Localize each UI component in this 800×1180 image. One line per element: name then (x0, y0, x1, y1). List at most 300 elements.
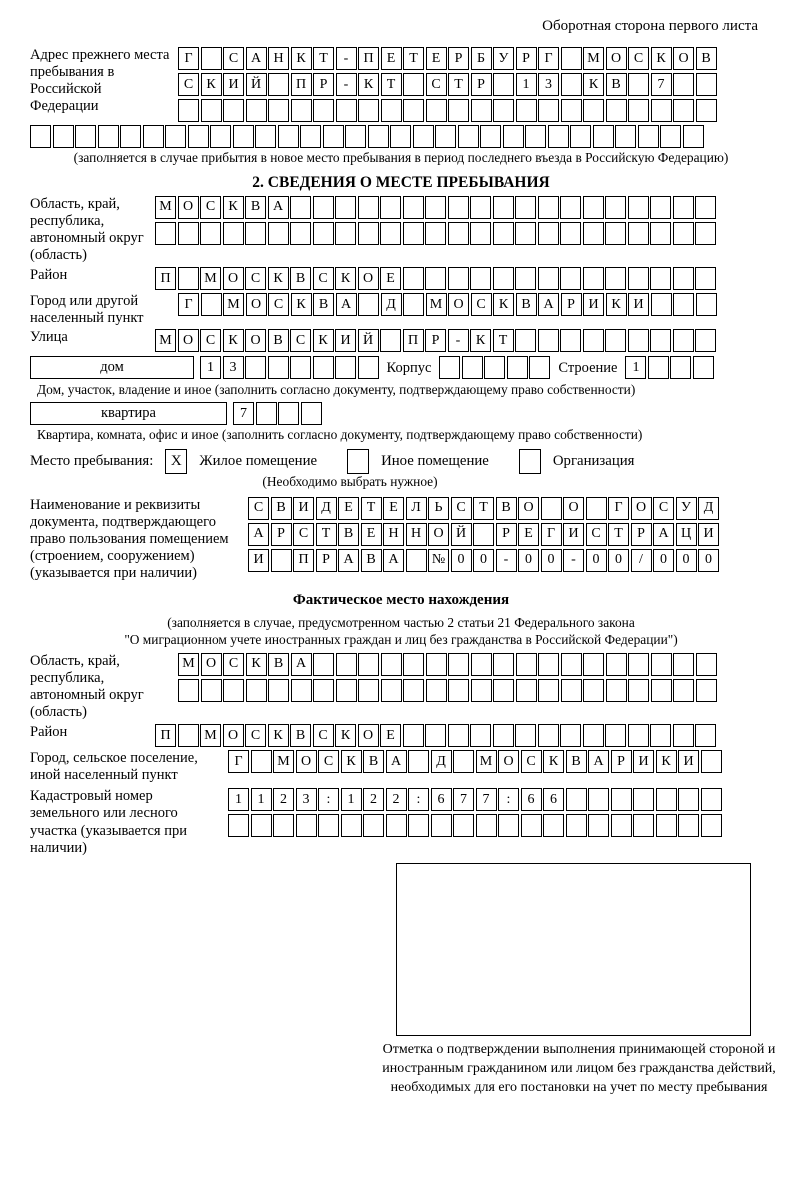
char-cell[interactable] (425, 196, 446, 219)
char-cell[interactable]: В (245, 196, 266, 219)
char-cell[interactable]: К (470, 329, 491, 352)
char-cell[interactable] (245, 356, 266, 379)
char-cell[interactable] (515, 196, 536, 219)
char-cell[interactable] (178, 99, 199, 122)
char-cell[interactable]: Л (406, 497, 427, 520)
char-cell[interactable] (516, 679, 537, 702)
char-cell[interactable] (273, 814, 294, 837)
char-cell[interactable] (448, 267, 469, 290)
char-cell[interactable]: Й (358, 329, 379, 352)
char-cell[interactable] (583, 724, 604, 747)
char-cell[interactable] (498, 814, 519, 837)
char-cell[interactable]: С (653, 497, 674, 520)
char-cell[interactable]: В (361, 549, 382, 572)
char-cell[interactable] (363, 814, 384, 837)
char-cell[interactable] (566, 788, 587, 811)
char-cell[interactable] (484, 356, 505, 379)
char-cell[interactable] (633, 814, 654, 837)
char-cell[interactable] (566, 814, 587, 837)
char-cell[interactable] (313, 653, 334, 676)
char-cell[interactable] (470, 724, 491, 747)
char-cell[interactable] (633, 788, 654, 811)
char-cell[interactable] (493, 196, 514, 219)
char-cell[interactable] (593, 125, 614, 148)
char-cell[interactable] (605, 196, 626, 219)
char-cell[interactable]: И (223, 73, 244, 96)
char-cell[interactable] (30, 125, 51, 148)
char-cell[interactable] (268, 356, 289, 379)
char-cell[interactable] (628, 329, 649, 352)
char-cell[interactable]: С (248, 497, 269, 520)
char-cell[interactable] (358, 293, 379, 316)
char-cell[interactable] (638, 125, 659, 148)
char-cell[interactable] (695, 196, 716, 219)
char-cell[interactable]: В (290, 267, 311, 290)
char-cell[interactable] (290, 196, 311, 219)
char-cell[interactable] (403, 267, 424, 290)
char-cell[interactable] (268, 73, 289, 96)
char-cell[interactable] (470, 222, 491, 245)
char-cell[interactable]: С (628, 47, 649, 70)
char-cell[interactable] (425, 222, 446, 245)
char-cell[interactable] (53, 125, 74, 148)
char-cell[interactable] (313, 196, 334, 219)
char-cell[interactable]: Е (518, 523, 539, 546)
char-cell[interactable]: П (291, 73, 312, 96)
char-cell[interactable] (336, 99, 357, 122)
char-cell[interactable] (223, 679, 244, 702)
char-cell[interactable]: И (335, 329, 356, 352)
char-cell[interactable]: П (293, 549, 314, 572)
char-cell[interactable]: Г (608, 497, 629, 520)
char-cell[interactable]: С (521, 750, 542, 773)
char-cell[interactable] (296, 814, 317, 837)
char-cell[interactable] (251, 750, 272, 773)
char-cell[interactable] (493, 222, 514, 245)
char-cell[interactable]: К (223, 196, 244, 219)
char-cell[interactable]: Т (403, 47, 424, 70)
char-cell[interactable]: : (498, 788, 519, 811)
char-cell[interactable] (358, 356, 379, 379)
char-cell[interactable]: Ц (676, 523, 697, 546)
char-cell[interactable]: В (268, 653, 289, 676)
char-cell[interactable] (448, 222, 469, 245)
char-cell[interactable] (538, 267, 559, 290)
char-cell[interactable] (538, 653, 559, 676)
char-cell[interactable] (588, 788, 609, 811)
char-cell[interactable] (583, 267, 604, 290)
char-cell[interactable]: А (246, 47, 267, 70)
char-cell[interactable]: А (268, 196, 289, 219)
char-cell[interactable] (381, 99, 402, 122)
char-cell[interactable] (673, 293, 694, 316)
char-cell[interactable]: Н (383, 523, 404, 546)
char-cell[interactable]: О (178, 196, 199, 219)
char-cell[interactable] (583, 196, 604, 219)
char-cell[interactable]: М (583, 47, 604, 70)
char-cell[interactable] (673, 73, 694, 96)
char-cell[interactable] (178, 222, 199, 245)
char-cell[interactable] (696, 679, 717, 702)
char-cell[interactable] (453, 750, 474, 773)
char-cell[interactable]: О (673, 47, 694, 70)
char-cell[interactable]: К (651, 47, 672, 70)
char-cell[interactable]: П (358, 47, 379, 70)
char-cell[interactable]: И (698, 523, 719, 546)
char-cell[interactable] (313, 99, 334, 122)
char-cell[interactable]: Ь (428, 497, 449, 520)
char-cell[interactable] (178, 724, 199, 747)
checkbox-residential[interactable]: X (165, 449, 187, 474)
char-cell[interactable]: 0 (608, 549, 629, 572)
char-cell[interactable] (210, 125, 231, 148)
char-cell[interactable] (515, 329, 536, 352)
char-cell[interactable]: Й (246, 73, 267, 96)
char-cell[interactable] (615, 125, 636, 148)
char-cell[interactable] (648, 356, 669, 379)
char-cell[interactable] (246, 679, 267, 702)
char-cell[interactable]: О (358, 724, 379, 747)
char-cell[interactable]: Б (471, 47, 492, 70)
char-cell[interactable]: Е (381, 47, 402, 70)
char-cell[interactable]: Т (448, 73, 469, 96)
char-cell[interactable]: И (678, 750, 699, 773)
char-cell[interactable] (493, 73, 514, 96)
char-cell[interactable]: Т (493, 329, 514, 352)
char-cell[interactable]: О (428, 523, 449, 546)
char-cell[interactable]: И (633, 750, 654, 773)
char-cell[interactable]: К (223, 329, 244, 352)
char-cell[interactable] (673, 267, 694, 290)
char-cell[interactable] (425, 724, 446, 747)
char-cell[interactable] (341, 814, 362, 837)
char-cell[interactable] (448, 724, 469, 747)
char-cell[interactable]: 1 (625, 356, 646, 379)
char-cell[interactable] (335, 356, 356, 379)
char-cell[interactable]: П (403, 329, 424, 352)
char-cell[interactable]: К (358, 73, 379, 96)
char-cell[interactable]: В (313, 293, 334, 316)
char-cell[interactable]: С (245, 724, 266, 747)
char-cell[interactable]: П (155, 724, 176, 747)
char-cell[interactable] (583, 222, 604, 245)
char-cell[interactable] (251, 814, 272, 837)
char-cell[interactable] (268, 679, 289, 702)
char-cell[interactable]: Т (473, 497, 494, 520)
char-cell[interactable]: № (428, 549, 449, 572)
char-cell[interactable]: 3 (538, 73, 559, 96)
char-cell[interactable] (651, 99, 672, 122)
char-cell[interactable] (701, 750, 722, 773)
char-cell[interactable] (386, 814, 407, 837)
char-cell[interactable]: С (471, 293, 492, 316)
char-cell[interactable]: П (155, 267, 176, 290)
char-cell[interactable]: Р (496, 523, 517, 546)
char-cell[interactable] (256, 402, 277, 425)
char-cell[interactable]: Р (271, 523, 292, 546)
char-cell[interactable]: Г (538, 47, 559, 70)
char-cell[interactable]: А (588, 750, 609, 773)
char-cell[interactable]: О (223, 267, 244, 290)
char-cell[interactable]: 6 (431, 788, 452, 811)
char-cell[interactable]: - (448, 329, 469, 352)
char-cell[interactable]: А (383, 549, 404, 572)
char-cell[interactable] (413, 125, 434, 148)
char-cell[interactable]: А (336, 293, 357, 316)
char-cell[interactable] (560, 724, 581, 747)
char-cell[interactable] (408, 750, 429, 773)
char-cell[interactable]: Д (431, 750, 452, 773)
char-cell[interactable]: К (335, 267, 356, 290)
char-cell[interactable] (670, 356, 691, 379)
char-cell[interactable] (588, 814, 609, 837)
char-cell[interactable]: М (155, 329, 176, 352)
char-cell[interactable] (358, 222, 379, 245)
char-cell[interactable]: О (245, 329, 266, 352)
checkbox-other-premises[interactable] (347, 449, 369, 474)
char-cell[interactable] (403, 99, 424, 122)
char-cell[interactable]: А (338, 549, 359, 572)
char-cell[interactable] (165, 125, 186, 148)
char-cell[interactable]: : (318, 788, 339, 811)
char-cell[interactable] (403, 73, 424, 96)
char-cell[interactable] (255, 125, 276, 148)
char-cell[interactable] (345, 125, 366, 148)
char-cell[interactable]: С (200, 196, 221, 219)
char-cell[interactable]: К (268, 267, 289, 290)
char-cell[interactable] (358, 196, 379, 219)
char-cell[interactable]: 1 (251, 788, 272, 811)
char-cell[interactable] (448, 679, 469, 702)
char-cell[interactable]: О (296, 750, 317, 773)
char-cell[interactable]: А (653, 523, 674, 546)
char-cell[interactable] (233, 125, 254, 148)
char-cell[interactable] (178, 679, 199, 702)
char-cell[interactable] (448, 99, 469, 122)
char-cell[interactable] (696, 653, 717, 676)
char-cell[interactable] (425, 267, 446, 290)
char-cell[interactable] (548, 125, 569, 148)
char-cell[interactable] (561, 679, 582, 702)
char-cell[interactable] (201, 679, 222, 702)
char-cell[interactable] (560, 267, 581, 290)
char-cell[interactable]: Е (380, 267, 401, 290)
char-cell[interactable]: О (448, 293, 469, 316)
char-cell[interactable]: 1 (200, 356, 221, 379)
char-cell[interactable] (560, 329, 581, 352)
char-cell[interactable] (290, 356, 311, 379)
char-cell[interactable] (453, 814, 474, 837)
char-cell[interactable] (606, 99, 627, 122)
char-cell[interactable] (200, 222, 221, 245)
char-cell[interactable] (228, 814, 249, 837)
char-cell[interactable] (403, 679, 424, 702)
char-cell[interactable]: В (516, 293, 537, 316)
char-cell[interactable] (403, 653, 424, 676)
char-cell[interactable] (471, 99, 492, 122)
char-cell[interactable] (628, 724, 649, 747)
char-cell[interactable]: С (290, 329, 311, 352)
char-cell[interactable]: С (313, 267, 334, 290)
char-cell[interactable] (521, 814, 542, 837)
char-cell[interactable]: В (268, 329, 289, 352)
char-cell[interactable] (313, 679, 334, 702)
char-cell[interactable] (358, 99, 379, 122)
char-cell[interactable] (403, 724, 424, 747)
char-cell[interactable] (406, 549, 427, 572)
char-cell[interactable] (695, 267, 716, 290)
char-cell[interactable] (403, 196, 424, 219)
char-cell[interactable] (318, 814, 339, 837)
char-cell[interactable] (300, 125, 321, 148)
char-cell[interactable] (561, 653, 582, 676)
char-cell[interactable]: К (291, 293, 312, 316)
char-cell[interactable]: А (386, 750, 407, 773)
char-cell[interactable]: С (426, 73, 447, 96)
char-cell[interactable] (426, 679, 447, 702)
char-cell[interactable] (628, 679, 649, 702)
char-cell[interactable] (701, 788, 722, 811)
char-cell[interactable] (701, 814, 722, 837)
char-cell[interactable]: С (223, 47, 244, 70)
char-cell[interactable]: К (583, 73, 604, 96)
char-cell[interactable]: К (201, 73, 222, 96)
char-cell[interactable]: - (496, 549, 517, 572)
char-cell[interactable]: О (606, 47, 627, 70)
char-cell[interactable]: О (223, 724, 244, 747)
char-cell[interactable]: - (563, 549, 584, 572)
char-cell[interactable]: 0 (676, 549, 697, 572)
char-cell[interactable]: Д (698, 497, 719, 520)
char-cell[interactable] (291, 679, 312, 702)
char-cell[interactable]: 7 (476, 788, 497, 811)
char-cell[interactable]: Д (316, 497, 337, 520)
char-cell[interactable]: И (583, 293, 604, 316)
char-cell[interactable] (336, 653, 357, 676)
char-cell[interactable] (493, 267, 514, 290)
char-cell[interactable]: С (451, 497, 472, 520)
char-cell[interactable]: Г (228, 750, 249, 773)
char-cell[interactable] (543, 814, 564, 837)
char-cell[interactable]: Н (406, 523, 427, 546)
char-cell[interactable]: : (408, 788, 429, 811)
char-cell[interactable] (476, 814, 497, 837)
char-cell[interactable] (245, 222, 266, 245)
char-cell[interactable] (458, 125, 479, 148)
char-cell[interactable]: О (631, 497, 652, 520)
char-cell[interactable] (448, 196, 469, 219)
char-cell[interactable]: Р (611, 750, 632, 773)
char-cell[interactable]: С (200, 329, 221, 352)
char-cell[interactable] (223, 99, 244, 122)
char-cell[interactable]: 3 (296, 788, 317, 811)
char-cell[interactable]: М (200, 724, 221, 747)
checkbox-organization[interactable] (519, 449, 541, 474)
char-cell[interactable]: Т (608, 523, 629, 546)
char-cell[interactable]: 3 (223, 356, 244, 379)
char-cell[interactable] (650, 196, 671, 219)
char-cell[interactable]: Р (471, 73, 492, 96)
char-cell[interactable] (693, 356, 714, 379)
char-cell[interactable] (538, 99, 559, 122)
char-cell[interactable] (323, 125, 344, 148)
char-cell[interactable]: А (291, 653, 312, 676)
char-cell[interactable]: М (155, 196, 176, 219)
char-cell[interactable] (656, 814, 677, 837)
char-cell[interactable]: У (493, 47, 514, 70)
char-cell[interactable]: - (336, 47, 357, 70)
char-cell[interactable] (605, 724, 626, 747)
char-cell[interactable] (493, 99, 514, 122)
char-cell[interactable] (516, 99, 537, 122)
char-cell[interactable]: И (293, 497, 314, 520)
char-cell[interactable]: С (313, 724, 334, 747)
char-cell[interactable] (525, 125, 546, 148)
char-cell[interactable] (696, 99, 717, 122)
char-cell[interactable] (271, 549, 292, 572)
char-cell[interactable] (583, 99, 604, 122)
char-cell[interactable]: 0 (451, 549, 472, 572)
char-cell[interactable] (605, 329, 626, 352)
char-cell[interactable] (628, 99, 649, 122)
char-cell[interactable] (570, 125, 591, 148)
char-cell[interactable] (301, 402, 322, 425)
char-cell[interactable]: 0 (653, 549, 674, 572)
char-cell[interactable] (313, 356, 334, 379)
char-cell[interactable]: О (358, 267, 379, 290)
char-cell[interactable] (650, 724, 671, 747)
char-cell[interactable]: О (563, 497, 584, 520)
char-cell[interactable] (538, 222, 559, 245)
char-cell[interactable] (583, 653, 604, 676)
char-cell[interactable] (380, 196, 401, 219)
char-cell[interactable] (473, 523, 494, 546)
char-cell[interactable] (462, 356, 483, 379)
char-cell[interactable] (561, 47, 582, 70)
char-cell[interactable]: Р (313, 73, 334, 96)
char-cell[interactable] (403, 293, 424, 316)
char-cell[interactable]: Т (361, 497, 382, 520)
char-cell[interactable]: Р (448, 47, 469, 70)
char-cell[interactable] (673, 196, 694, 219)
char-cell[interactable]: С (318, 750, 339, 773)
char-cell[interactable] (470, 196, 491, 219)
char-cell[interactable] (188, 125, 209, 148)
char-cell[interactable] (201, 293, 222, 316)
char-cell[interactable] (435, 125, 456, 148)
char-cell[interactable] (650, 329, 671, 352)
char-cell[interactable] (75, 125, 96, 148)
char-cell[interactable]: Р (631, 523, 652, 546)
char-cell[interactable] (673, 99, 694, 122)
char-cell[interactable]: 7 (233, 402, 254, 425)
char-cell[interactable] (493, 653, 514, 676)
char-cell[interactable]: О (518, 497, 539, 520)
char-cell[interactable] (223, 222, 244, 245)
char-cell[interactable]: 0 (541, 549, 562, 572)
char-cell[interactable] (695, 329, 716, 352)
char-cell[interactable] (368, 125, 389, 148)
char-cell[interactable] (493, 679, 514, 702)
char-cell[interactable]: 1 (228, 788, 249, 811)
char-cell[interactable] (381, 653, 402, 676)
char-cell[interactable]: В (290, 724, 311, 747)
char-cell[interactable] (201, 47, 222, 70)
char-cell[interactable]: К (656, 750, 677, 773)
char-cell[interactable] (611, 788, 632, 811)
char-cell[interactable] (628, 73, 649, 96)
char-cell[interactable]: О (498, 750, 519, 773)
